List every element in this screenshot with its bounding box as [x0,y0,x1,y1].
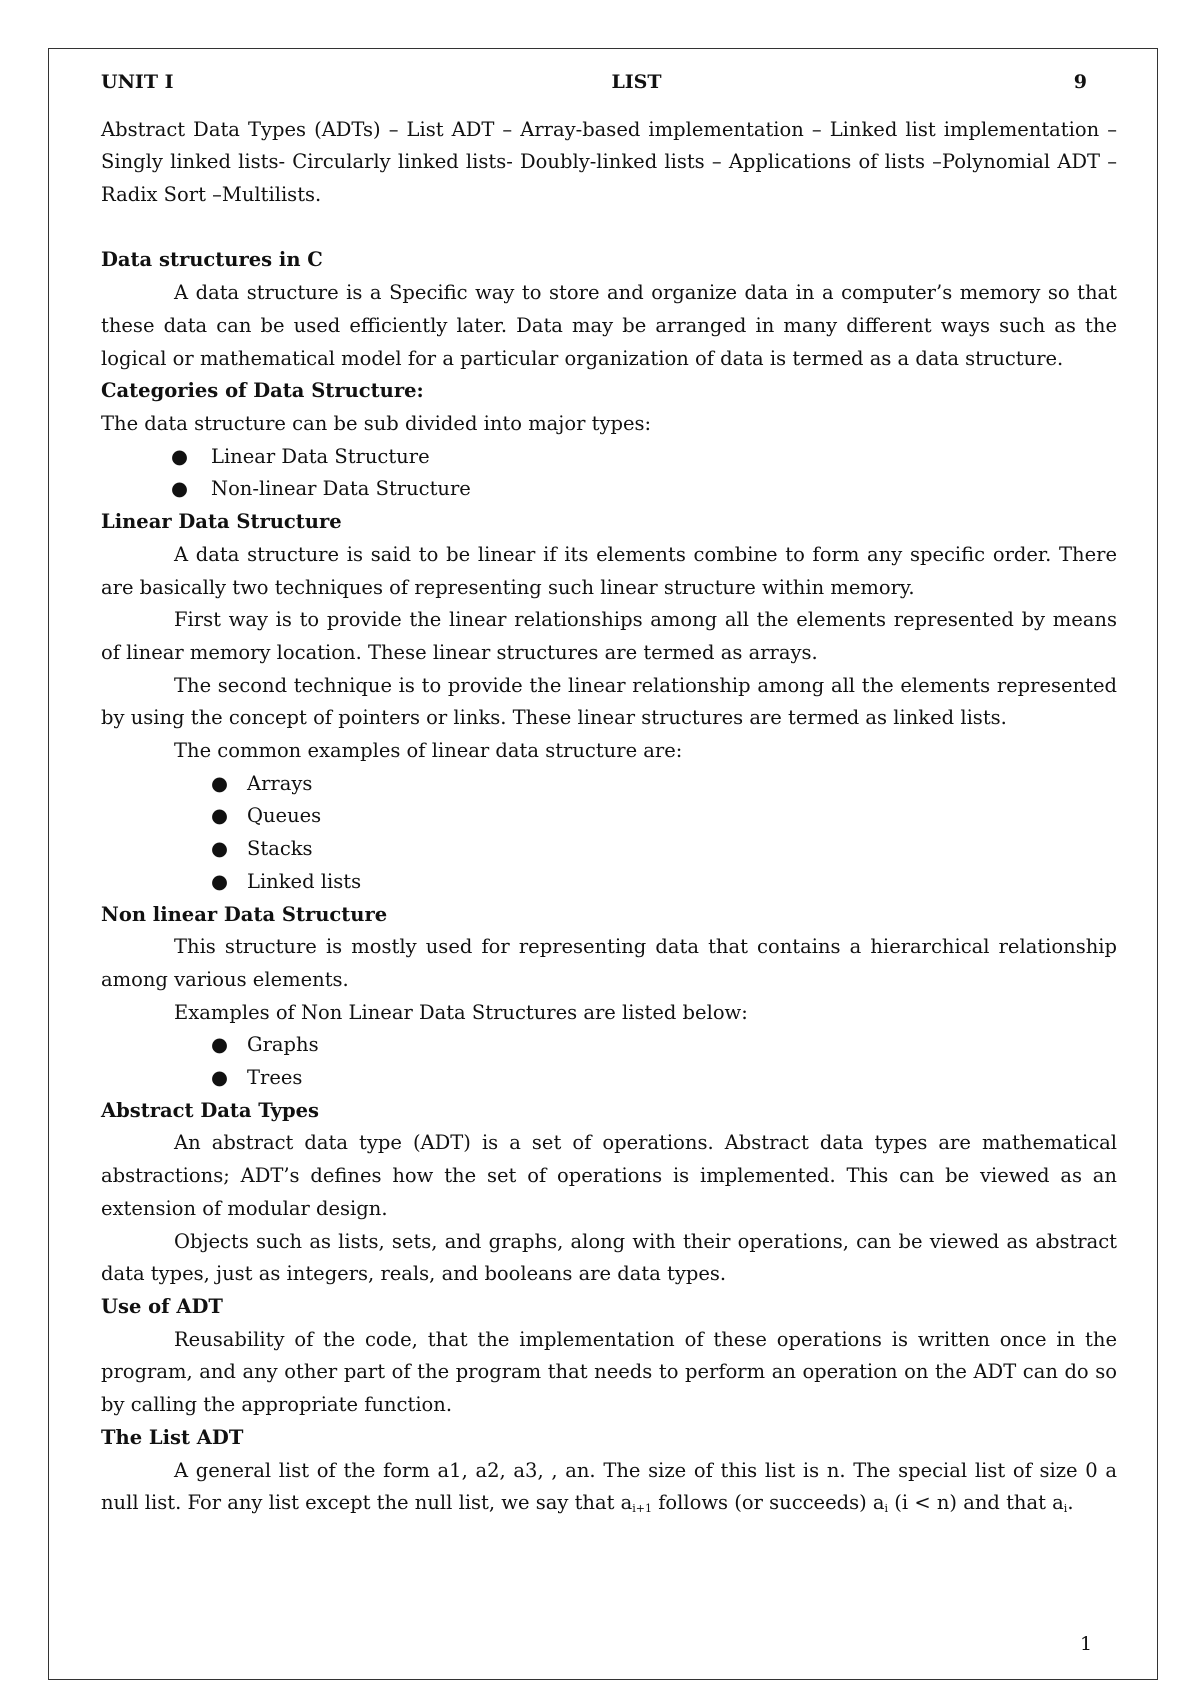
section-heading-linear: Linear Data Structure [101,510,342,534]
list-item: ● Stacks [101,833,1117,866]
section-heading-use-of-adt: Use of ADT [101,1294,223,1318]
linear-paragraph-4: The common examples of linear data structure are: [174,739,683,763]
section-heading-nonlinear: Non linear Data Structure [101,902,388,926]
bullet-icon: ● [211,771,229,795]
use-adt-paragraph: Reusability of the code, that the implementation of these operations is written once in the program, and any other part of the program that needs to perform an operation on the ADT can do so by calling the appropriate function. [101,1327,1117,1417]
chapter-title: LIST [611,71,662,93]
adt-paragraph-2: Objects such as lists, sets, and graphs, along with their operations, can be viewed as abstract data types, just as integers, reals, and booleans are data types. [101,1229,1117,1286]
nonlinear-examples-list [101,1029,1117,1094]
adt-paragraph-1: An abstract data type (ADT) is a set of operations. Abstract data types are mathematical abstractions; ADT’s defines how the set of operations is implemented. This can be viewed as an extension of modular design. [101,1131,1117,1220]
list-item: ● Queues [101,800,1117,833]
bullet-icon: ● [171,444,189,468]
ds-in-c-paragraph: A data structure is a Specific way to store and organize data in a computer’s memory so that these data can be used efficiently later. Data may be arranged in many different ways such as the logical or mathematical model for a particular organization of data is termed as a data structure. [101,281,1117,370]
bullet-icon: ● [211,869,229,893]
linear-examples-list [101,768,1117,899]
list-item: ● Linked lists [101,866,1117,899]
list-item: ● Graphs [101,1029,1117,1062]
bullet-icon: ● [211,837,229,861]
unit-label: UNIT I [101,71,174,93]
categories-intro: The data structure can be sub divided into major types: [101,412,652,435]
list-item: ● Trees [101,1062,1117,1095]
syllabus-paragraph: Abstract Data Types (ADTs) – List ADT – Array-based implementation – Linked list implementation –Singly linked lists- Circularly linked lists- Doubly-linked lists – Applications of lists –Polynomial ADT – Radix Sort –Multilists. [101,117,1117,207]
bullet-icon: ● [211,1066,229,1090]
spacer [101,212,1117,245]
list-item: ● Linear Data Structure [101,441,1117,474]
list-adt-paragraph: A general list of the form a1, a2, a3, , an. The size of this list is n. The special list of size 0 a null list. For any list except the null list, we say that $a_{i+1}$ follows (or succeeds) $a_i$ (i < n) and that $a_i$. [101,1458,1117,1516]
nonlinear-paragraph-1: This structure is mostly used for representing data that contains a hierarchical relationship among various elements. [101,935,1117,991]
header-page-number: 9 [1073,71,1087,93]
linear-paragraph-1: A data structure is said to be linear if its elements combine to form any specific order. There are basically two techniques of representing such linear structure within memory. [101,542,1117,599]
categories-list [101,441,1117,506]
list-item: ● Non-linear Data Structure [101,473,1117,506]
section-heading-ds-in-c: Data structures in C [101,248,323,272]
bullet-icon: ● [211,804,229,828]
section-heading-categories: Categories of Data Structure: [101,379,424,403]
page-header [101,66,1117,99]
linear-paragraph-3: The second technique is to provide the linear relationship among all the elements represented by using the concept of pointers or links. These linear structures are termed as linked lists. [101,673,1117,730]
linear-paragraph-2: First way is to provide the linear relationships among all the elements represented by means of linear memory location. These linear structures are termed as arrays. [101,608,1117,664]
section-heading-adt: Abstract Data Types [101,1098,320,1122]
footer-page-number: 1 [1080,1633,1093,1655]
section-heading-list-adt: The List ADT [101,1425,244,1449]
bullet-icon: ● [211,1033,229,1057]
document-body [101,66,1117,1526]
bullet-icon: ● [171,477,189,501]
list-item: ● Arrays [101,768,1117,801]
nonlinear-paragraph-2: Examples of Non Linear Data Structures are listed below: [174,1000,748,1024]
